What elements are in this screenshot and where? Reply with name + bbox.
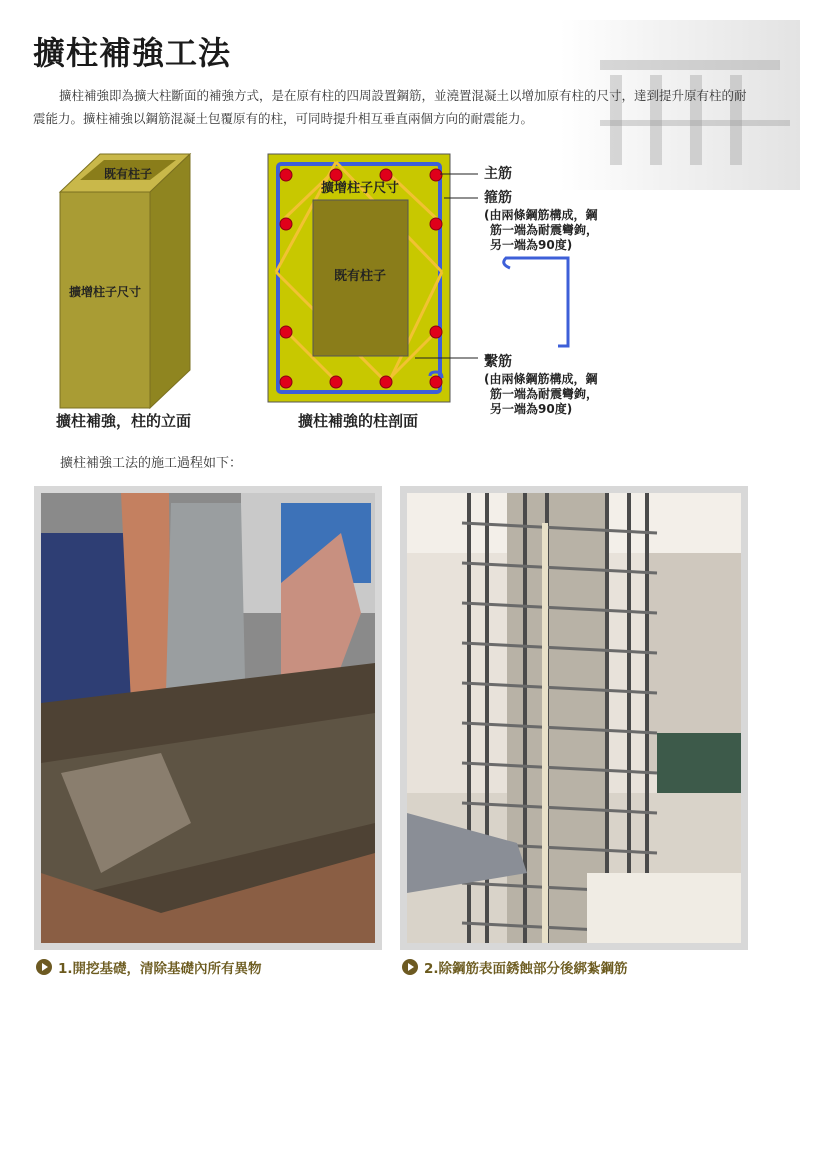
column-diagram — [0, 140, 819, 444]
annotation-tie: 繫筋 — [484, 354, 512, 370]
column-section-figure — [268, 154, 450, 402]
section-inner-label: 既有柱子 — [333, 269, 387, 284]
photo-2-frame — [400, 486, 748, 950]
play-bullet-icon — [402, 959, 418, 975]
elevation-top-label: 既有柱子 — [103, 167, 153, 181]
photo-excavation — [41, 493, 375, 943]
annotation-tie-note-3: 另一端為90度) — [490, 402, 573, 416]
annotation-tie-note-2: 筋一端為耐震彎鉤， — [490, 387, 599, 401]
annotation-tie-note-1: (由兩條鋼筋構成，鋼 — [484, 372, 598, 386]
step-1-label: 1.開挖基礎，清除基礎內所有異物 — [58, 961, 262, 977]
intro-paragraph: 擴柱補強即為擴大柱斷面的補強方式，是在原有柱的四周設置鋼筋，並澆置混凝土以增加原有柱的尺寸，達到提升原有柱的耐震能力。擴柱補強以鋼筋混凝土包覆原有的柱，可同時提升相互垂直兩個方向的耐震能力。 — [33, 88, 747, 126]
annotation-stirrup-note-3: 另一端為90度) — [490, 238, 573, 252]
annotation-stirrup-note-1: (由兩條鋼筋構成，鋼 — [484, 208, 598, 222]
process-label: 擴柱補強工法的施工過程如下： — [60, 456, 243, 471]
column-elevation-figure — [60, 154, 190, 408]
play-bullet-icon — [36, 959, 52, 975]
elevation-side-label: 擴增柱子尺寸 — [68, 285, 142, 299]
annotation-main-bar: 主筋 — [484, 166, 512, 182]
step-2-caption — [402, 957, 628, 977]
page-title: 擴柱補強工法 — [33, 34, 232, 72]
annotation-stirrup: 箍筋 — [484, 190, 512, 206]
elevation-caption: 擴柱補強，柱的立面 — [56, 412, 192, 430]
section-caption: 擴柱補強的柱剖面 — [298, 412, 419, 430]
annotation-stirrup-note-2: 筋一端為耐震彎鉤， — [490, 223, 599, 237]
section-outer-label: 擴增柱子尺寸 — [320, 181, 400, 196]
photo-rebar-binding — [407, 493, 741, 943]
photo-1-frame — [34, 486, 382, 950]
step-1-caption — [36, 957, 262, 977]
step-2-label: 2.除鋼筋表面銹蝕部分後綁紮鋼筋 — [424, 961, 628, 977]
